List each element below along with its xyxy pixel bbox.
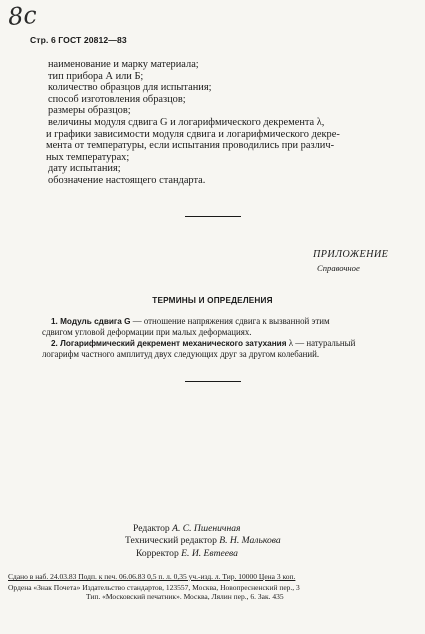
credit-line	[125, 548, 281, 560]
credit-role: Редактор	[133, 523, 173, 534]
credit-role: Технический редактор	[125, 535, 220, 547]
report-contents-list	[48, 59, 408, 187]
list-item: дату испытания;	[48, 163, 121, 175]
terms-list	[42, 316, 402, 360]
credit-line	[125, 535, 281, 547]
imprint-line: Сдано в наб. 24.03.83 Подп. к печ. 06.06.83 0,5 п. л. 0,35 уч.-изд. л. Тир. 10000 Цена 3 коп.	[8, 572, 296, 581]
list-item: способ изготовления образцов;	[48, 93, 186, 105]
list-item: и графики зависимости модуля сдвига и логарифмического декре-	[46, 128, 340, 140]
term-name: 2. Логарифмический декремент механического затухания	[51, 338, 287, 348]
imprint-footer	[8, 573, 420, 602]
term-line: логарифм частного амплитуд двух следующих друг за другом колебаний.	[42, 349, 320, 360]
list-item: величины модуля сдвига G и логарифмического декремента λ,	[48, 116, 325, 128]
list-item: размеры образцов;	[48, 105, 131, 117]
term-line	[42, 316, 402, 327]
list-item: ных температурах;	[46, 151, 130, 163]
term-definition: — отношение напряжения сдвига к вызванной этим	[130, 316, 330, 326]
imprint-line: Тип. «Московский печатник». Москва, Лялин пер., 6. Зак. 435	[86, 591, 284, 601]
list-item: тип прибора А или Б;	[48, 70, 144, 82]
term-line	[42, 338, 402, 349]
term-line: сдвигом угловой деформации при малых деформациях.	[42, 327, 252, 338]
section-divider	[185, 381, 241, 382]
term-name: 1. Модуль сдвига G	[51, 317, 131, 326]
section-divider	[185, 216, 241, 217]
credit-name: В. Н. Малькова	[219, 535, 281, 547]
handwritten-mark: 8c	[7, 1, 38, 31]
appendix-label: ПРИЛОЖЕНИЕ	[313, 249, 389, 260]
imprint-line: Ордена «Знак Почета» Издательство стандартов, 123557, Москва, Новопресненский пер., 3	[8, 582, 300, 592]
term-definition: λ — натуральный	[286, 337, 356, 348]
credit-role: Корректор	[136, 547, 182, 559]
credit-line	[125, 523, 281, 535]
page-header: Стр. 6 ГОСТ 20812—83	[30, 35, 127, 45]
credit-name: А. С. Пшеничная	[172, 523, 241, 534]
list-item: количество образцов для испытания;	[48, 82, 212, 94]
credit-name: Е. И. Евтеева	[181, 547, 238, 559]
credits-block	[125, 523, 281, 560]
list-item: наименование и марку материала;	[48, 59, 199, 70]
list-item: обозначение настоящего стандарта.	[48, 174, 206, 186]
terms-title: ТЕРМИНЫ И ОПРЕДЕЛЕНИЯ	[152, 296, 273, 305]
list-item: мента от температуры, если испытания проводились при различ-	[46, 140, 335, 152]
appendix-sublabel: Справочное	[317, 263, 360, 273]
